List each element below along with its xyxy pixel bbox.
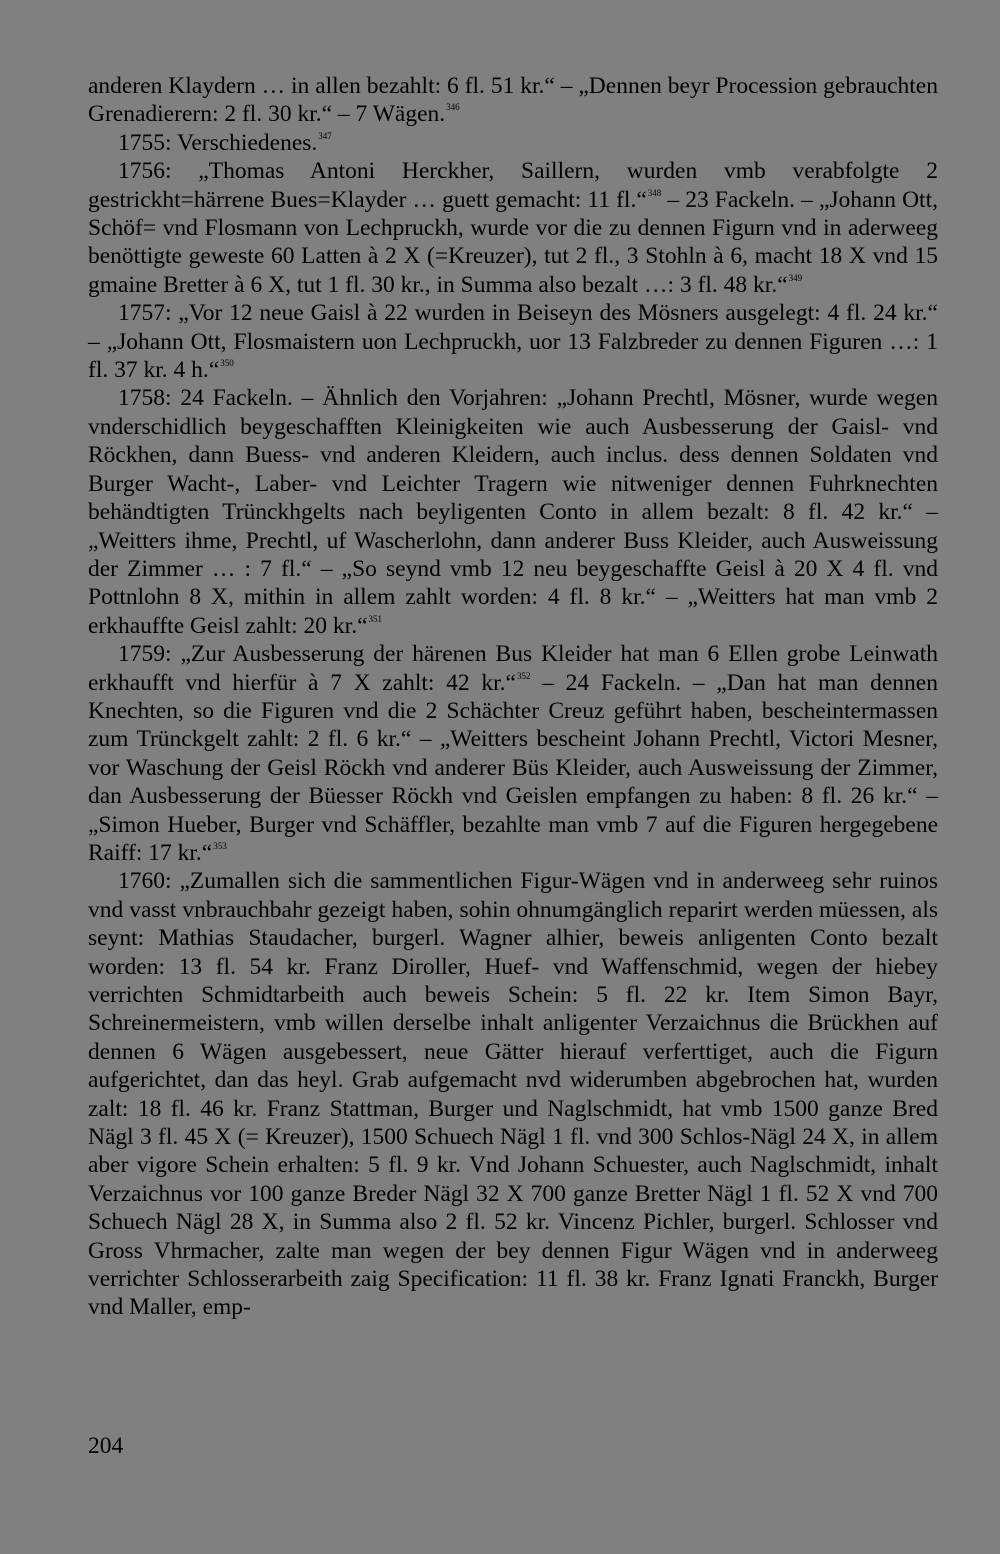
- footnote-ref: 348: [647, 187, 662, 198]
- footnote-ref: 350: [220, 358, 234, 369]
- footnote-ref: 351: [368, 613, 383, 624]
- paragraph: [88, 299, 938, 384]
- paragraph-text: 1760: „Zumallen sich die sammentlichen Figur-Wägen vnd in anderweeg sehr ruinos vnd vasst vnbrauchbahr gezeigt haben, sohin ohnumgänglich reparirt werden müessen, als seynt: Mathias Staudacher, burgerl. Wagner alhier, beweis anligenten Conto bezalt worden: 13 fl. 54 kr. Franz Diroller, Huef- vnd Waffenschmid, wegen der hiebey verrichten Schmidtarbeith auch beweis Schein: 5 fl. 22 kr. Item Simon Bayr, Schreinermeistern, vmb willen derselbe inhalt anligenter Verzaichnus die Brückhen auf dennen 6 Wägen ausgebessert, neue Gätter hierauf verferttiget, auch die Figurn aufgerichtet, dan das heyl. Grab aufgemacht nvd widerumben abgebrochen hat, wurden zalt: 18 fl. 46 kr. Franz Stattman, Burger und Naglschmidt, hat vmb 1500 ganze Bred Nägl 3 fl. 45 X (= Kreuzer), 1500 Schuech Nägl 1 fl. vnd 300 Schlos-Nägl 24 X, in allem aber vigore Schein erhalten: 5 fl. 9 kr. Vnd Johann Schuester, auch Naglschmidt, inhalt Verzaichnus vor 100 ganze Breder Nägl 32 X 700 ganze Bretter Nägl 1 fl. 52 X vnd 700 Schuech Nägl 28 X, in Summa also 2 fl. 52 kr. Vincenz Pichler, burgerl. Schlosser vnd Gross Vhrmacher, zalte man wegen der bey dennen Figur Wägen vnd in anderweeg verrichter Schlosserarbeith zaig Specification: 11 fl. 38 kr. Franz Ignati Franckh, Burger vnd Maller, emp-: [88, 868, 938, 1321]
- paragraph: [88, 72, 938, 129]
- paragraph-text: 1755: Verschiedenes.: [118, 129, 318, 156]
- footnote-ref: 353: [213, 840, 227, 851]
- paragraph: [88, 640, 938, 867]
- paragraph-text: – 23 Fackeln. – „Johann Ott, Schöf= vnd Flosmann von Lechpruckh, wurde vor die zu dennen Figurn vnd in aderweeg benöttigte geweste 60 Latten à 2 X (=Kreuzer), tut 2 fl., 3 Stohln à 6, macht 18 X vnd 15 gmaine Bretter à 6 X, tut 1 fl. 30 kr., in Summa also bezalt …: 3 fl. 48 kr.“: [88, 186, 938, 298]
- footnote-ref: 347: [318, 130, 332, 141]
- paragraph-text: 1759: „Zur Ausbesserung der härenen Bus Kleider hat man 6 Ellen grobe Leinwath erkhaufft vnd hierfür à 7 X zahlt: 42 kr.“: [88, 641, 938, 696]
- paragraph-text: – 24 Fackeln. – „Dan hat man dennen Knechten, so die Figuren vnd die 2 Schächter Creuz geführt haben, bescheintermassen zum Trünckgelt zahlt: 2 fl. 6 kr.“ – „Weitters bescheint Johann Prechtl, Victori Mesner, vor Waschung der Geisl Röckh vnd anderer Büs Kleider, auch Ausweissung der Zimmer, dan Ausbesserung der Büesser Röckh vnd Geislen empfangen zu haben: 8 fl. 26 kr.“ – „Simon Hueber, Burger vnd Schäffler, bezahlte man vmb 7 auf die Figuren hergegebene Raiff: 17 kr.“: [88, 669, 938, 866]
- page-body: [88, 72, 938, 1322]
- paragraph-text: 1757: „Vor 12 neue Gaisl à 22 wurden in Beiseyn des Mösners ausgelegt: 4 fl. 24 kr.“ – „Johann Ott, Flosmaistern uon Lechpruckh, uor 13 Falzbreder zu dennen Figuren …: 1 fl. 37 kr. 4 h.“: [88, 300, 938, 384]
- page-number: 204: [88, 1433, 124, 1459]
- paragraph: [88, 129, 938, 157]
- footnote-ref: 349: [788, 272, 803, 283]
- paragraph-text: 1758: 24 Fackeln. – Ähnlich den Vorjahren: „Johann Prechtl, Mösner, wurde wegen vnderschidlich beygeschafften Kleinigkeiten wie auch Ausbesserung der Gaisl- vnd Röckhen, dann Buess- vnd anderen Kleidern, auch inclus. dess dennen Soldaten vnd Burger Wacht-, Laber- vnd Leichter Tragern wie nitweniger dennen Fuhrknechten behändtigten Trünckhgelts nach beyligenten Conto in allem bezalt: 8 fl. 42 kr.“ – „Weitters ihme, Prechtl, uf Wascherlohn, dann anderer Buss Kleider, auch Ausweissung der Zimmer … : 7 fl.“ – „So seynd vmb 12 neu beygeschaffte Geisl à 20 X 4 fl. vnd Pottnlohn 8 X, mithin in allem zahlt worden: 4 fl. 8 kr.“ – „Weitters hat man vmb 2 erkhauffte Geisl zahlt: 20 kr.“: [88, 385, 938, 639]
- footnote-ref: 346: [446, 102, 460, 113]
- footnote-ref: 352: [516, 670, 531, 681]
- paragraph: [88, 384, 938, 640]
- paragraph-text: 1756: „Thomas Antoni Herckher, Saillern, wurden vmb verabfolgte 2 gestrickht=härrene Bues=Klayder … guett gemacht: 11 fl.“: [88, 158, 938, 213]
- paragraph: [88, 867, 938, 1322]
- paragraph: [88, 157, 938, 299]
- paragraph-text: anderen Klaydern … in allen bezahlt: 6 fl. 51 kr.“ – „Dennen beyr Procession gebrauchten Grenadierern: 2 fl. 30 kr.“ – 7 Wägen.: [88, 73, 938, 128]
